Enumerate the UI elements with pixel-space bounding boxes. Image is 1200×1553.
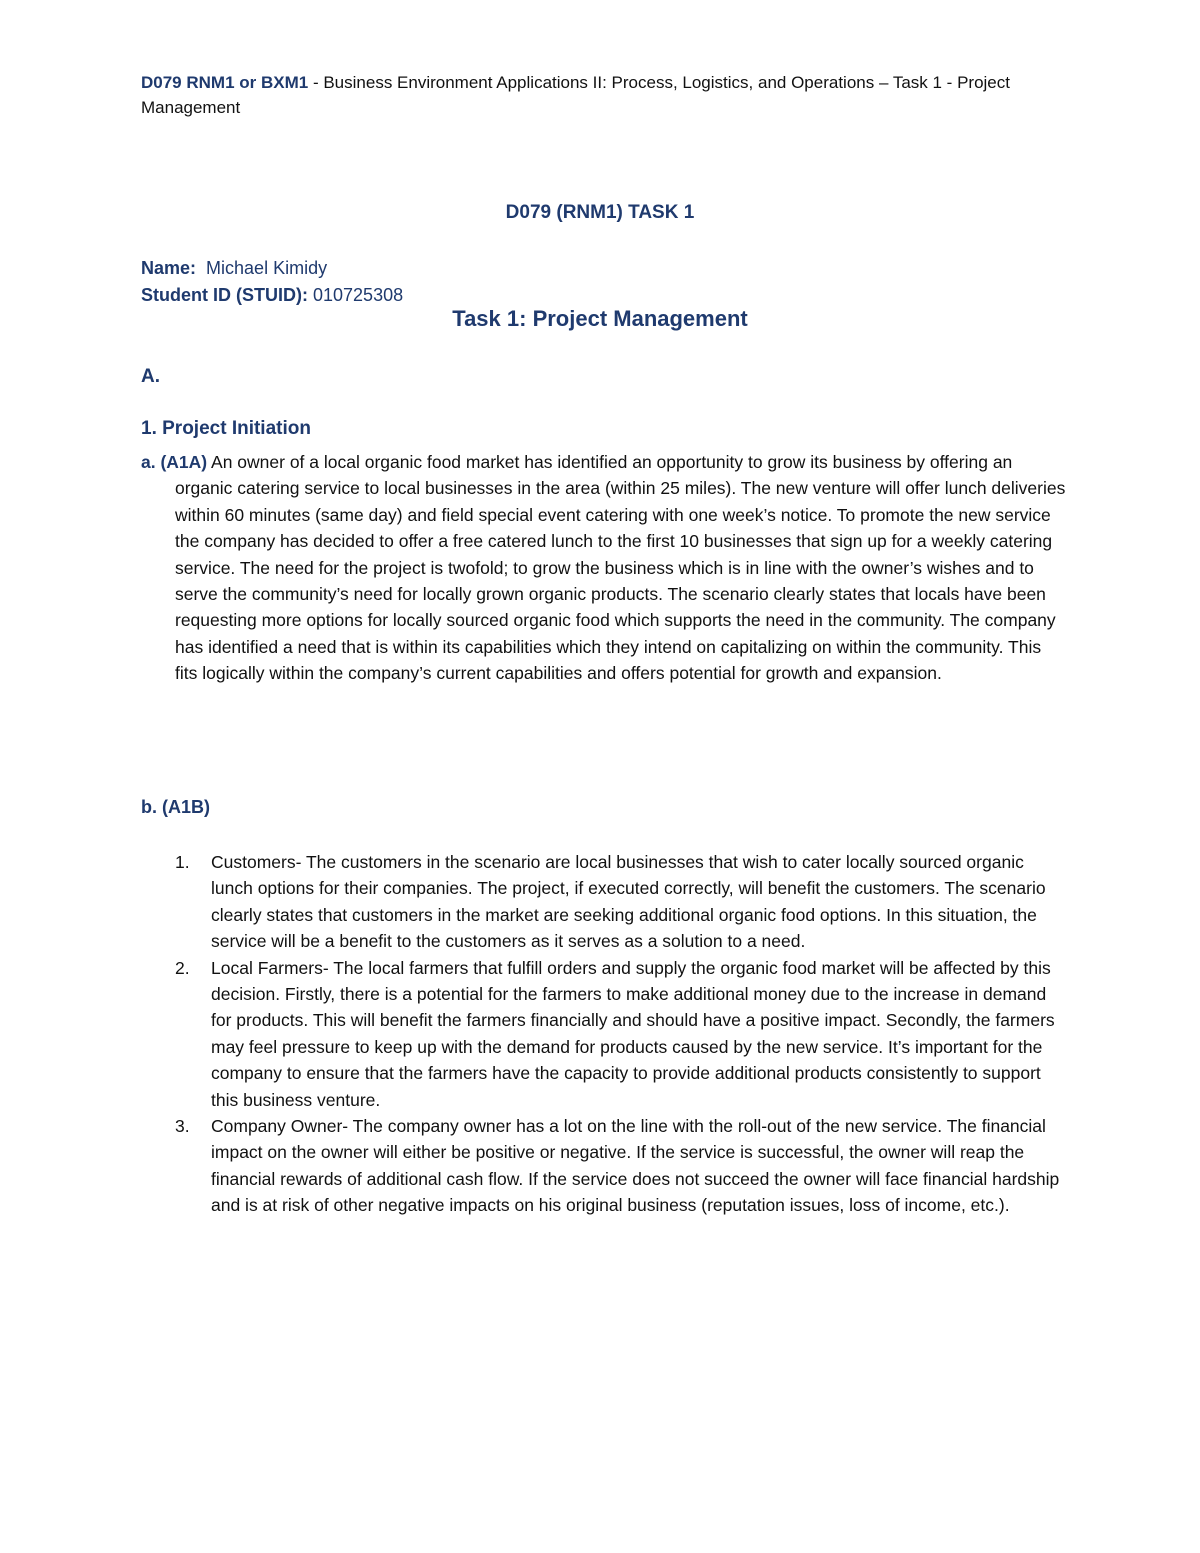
list-item-text: Customers- The customers in the scenario are local businesses that wish to cater locally sourced organic lunch options for their companies. The project, if executed correctly, will benefit the customers. The scenario clearly states that customers in the market are seeking additional organic food options. In this situation, the service will be a benefit to the customers as it serves as a solution to a need. (211, 852, 1046, 952)
course-code-2: BXM1 (261, 73, 309, 92)
a1b-heading: b. (A1B) (141, 797, 210, 817)
header-course-title: - Business Environment Applications II: Process, Logistics, and Operations – Task 1 - Project Management (141, 73, 1010, 117)
list-item-text: Company Owner- The company owner has a lot on the line with the roll-out of the new service. The financial impact on the owner will either be positive or negative. If the service is successful, the owner will reap the financial rewards of additional cash flow. If the service does not succeed the owner will face financial hardship and is at risk of other negative impacts on his original business (reputation issues, loss of income, etc.). (211, 1116, 1060, 1216)
document-title: D079 (RNM1) TASK 1 (505, 202, 695, 223)
a1a-text: An owner of a local organic food market has identified an opportunity to grow its business by offering an organic catering service to local businesses in the area (within 25 miles). The new venture will offer lunch deliveries within 60 minutes (same day) and field special event catering with one week’s notice. To promote the new service the company has decided to offer a free catered lunch to the first 10 businesses that sign up for a weekly catering service. The need for the project is twofold; to grow the business which is in line with the owner’s wishes and to serve the community’s need for locally grown organic products. The scenario clearly states that locals have been requesting more options for locally sourced organic food which supports the need in the community. The company has identified a need that is within its capabilities which they intend on capitalizing on within the community. This fits logically within the company’s current capabilities and offers potential for growth and expansion. (175, 452, 1066, 684)
page-header (141, 70, 1061, 120)
name-value: Michael Kimidy (206, 258, 328, 278)
student-name-line (141, 255, 327, 281)
a1a-label: a. (A1A) (141, 452, 208, 472)
student-id-line (141, 282, 403, 308)
a1a-paragraph (141, 449, 1066, 687)
section-a-heading: A. (141, 366, 160, 387)
list-item (141, 1113, 1066, 1219)
list-item (141, 849, 1066, 955)
list-item-number: 2. (175, 957, 190, 978)
stakeholder-list (141, 849, 1066, 1219)
project-initiation-heading: 1. Project Initiation (141, 418, 311, 439)
list-item-number: 1. (175, 852, 190, 872)
list-item-number: 3. (175, 1116, 190, 1137)
task-title: Task 1: Project Management (452, 306, 748, 331)
course-code-1: D079 RNM1 (141, 73, 235, 92)
list-item-text: Local Farmers- The local farmers that fulfill orders and supply the organic food market will be affected by this decision. Firstly, there is a potential for the farmers to make additional money due to the increase in demand for products. This will benefit the farmers financially and should have a positive impact. Secondly, the farmers may feel pressure to keep up with the demand for products caused by the new service. It’s important for the company to ensure that the farmers have the capacity to provide additional products consistently to support this business venture. (211, 957, 1055, 1110)
name-label: Name: (141, 258, 197, 278)
student-id-value: 010725308 (313, 285, 404, 305)
list-item (141, 955, 1066, 1113)
header-or: or (234, 73, 261, 92)
student-id-label: Student ID (STUID): (141, 285, 308, 305)
